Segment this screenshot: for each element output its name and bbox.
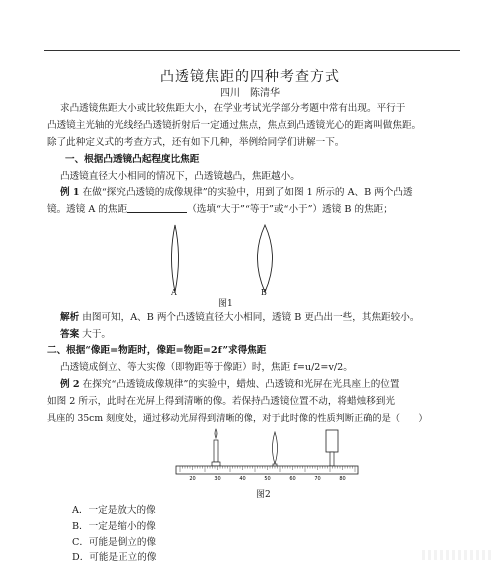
section1-heading: 一、根据凸透镜凸起程度比焦距 (65, 154, 200, 165)
lens-a-label: A (171, 288, 177, 297)
example2-line3: 具座的 35cm 刻度处，通过移动光屏得到清晰的像，对于此时像的性质判断正确的是（ ） (47, 413, 428, 424)
scale-label: 40 (239, 476, 246, 482)
author: 四川 陈清华 (220, 88, 280, 99)
section2-rule: 凸透镜成倒立、等大实像（即物距等于像距）时，焦距 f=u/2=v/2。 (60, 362, 353, 373)
scale-label: 50 (264, 476, 271, 482)
top-rule (44, 50, 460, 51)
example2-text1: 在探究“凸透镜成像规律”的实验中，蜡烛、凸透镜和光屏在光具座上的位置 (82, 379, 400, 390)
option-a: A．一定是放大的像 (72, 505, 156, 516)
figure2-optical-bench (172, 426, 362, 486)
answer-text: 大于。 (82, 329, 112, 340)
analysis-label: 解析 (60, 312, 80, 323)
analysis-text: 由图可知，A、B 两个凸透镜直径大小相同，透镜 B 更凸出一些，其焦距较小。 (82, 312, 420, 323)
page-title: 凸透镜焦距的四种考查方式 (160, 69, 340, 85)
option-d: D．可能是正立的像 (72, 552, 157, 563)
scale-label: 80 (339, 476, 346, 482)
watermark (422, 550, 492, 560)
answer-blank (127, 202, 187, 213)
bench-rail (176, 466, 358, 474)
figure2-caption: 图2 (256, 490, 271, 500)
scale-label: 20 (189, 476, 196, 482)
example1-text2a: 镜。透镜 A 的焦距 (47, 204, 128, 215)
example1-text2b: （选填“大于”“等于”或“小于”）透镜 B 的焦距； (187, 204, 393, 215)
section2-heading: 二、根据“像距=物距时，像距=物距=2f”求得焦距 (47, 345, 267, 356)
intro-line-3: 除了此种定义式的考查方式，还有如下几种，举例给同学们讲解一下。 (47, 137, 345, 148)
example1-text1: 在做“探究凸透镜的成像规律”的实验中，用到了如图 1 所示的 A、B 两个凸透 (82, 187, 413, 198)
section1-rule: 凸透镜直径大小相同的情况下，凸透镜越凸，焦距越小。 (60, 171, 300, 182)
example2-line1 (60, 377, 465, 394)
answer-label: 答案 (60, 329, 80, 340)
example1-label: 例 1 (60, 187, 80, 198)
example2-line2: 如图 2 所示，此时在光屏上得到清晰的像。若保持凸透镜位置不动，将蜡烛移到光 (47, 396, 395, 407)
example1-line2 (47, 202, 467, 219)
figure1-caption: 图1 (218, 299, 233, 309)
lens-b-shape (258, 225, 273, 292)
convex-lens (273, 432, 278, 467)
candle (212, 429, 220, 466)
answer-line (60, 327, 465, 344)
intro-line-2: 凸透镜主光轴的光线经凸透镜折射后一定通过焦点，焦点到凸透镜光心的距离叫做焦距。 (47, 120, 422, 131)
scale-label: 60 (289, 476, 296, 482)
option-c: C．可能是倒立的像 (72, 537, 157, 548)
scale-label: 70 (314, 476, 321, 482)
example1-line1 (60, 185, 465, 202)
example2-label: 例 2 (60, 379, 80, 390)
scale-labels (189, 476, 345, 482)
lens-b-label: B (261, 288, 267, 297)
lens-a-shape (172, 225, 179, 292)
scale-label: 30 (214, 476, 221, 482)
light-screen (326, 430, 338, 466)
option-b: B．一定是缩小的像 (72, 521, 156, 532)
analysis-line (60, 310, 465, 327)
intro-line-1: 求凸透镜焦距大小或比较焦距大小，在学业考试光学部分考题中常有出现。平行于 (60, 103, 406, 114)
